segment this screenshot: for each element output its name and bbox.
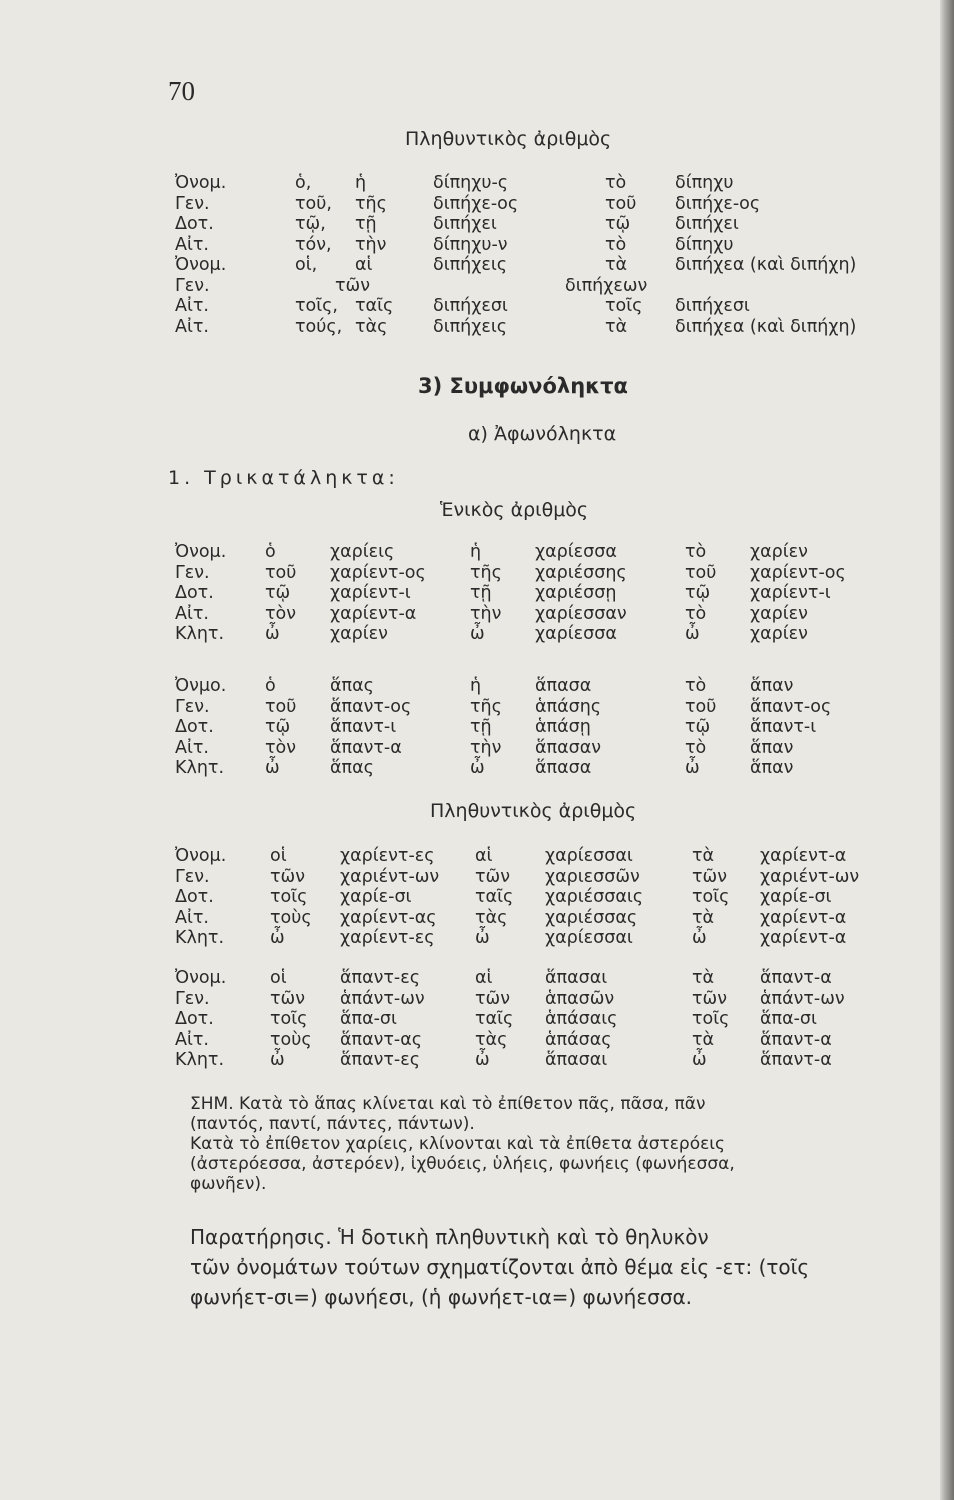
case-label: Ὀνομ. <box>175 173 227 193</box>
table-cell: διπήχε-ος <box>433 193 519 214</box>
table-cell: τὸ <box>685 737 707 758</box>
table-cell: χαρίεντ-α <box>760 907 847 928</box>
case-label: Κλητ. <box>175 758 225 778</box>
table-cell: ταῖς <box>475 887 514 907</box>
observation-line: τῶν ὀνομάτων τούτων σχηματίζονται ἀπὸ θέμα εἰς -ετ: (τοῖς <box>190 1255 810 1279</box>
table-cell: ἅπας <box>330 758 374 778</box>
table-cell: τὰ <box>692 907 715 928</box>
table-cell: ὦ <box>270 1050 285 1070</box>
table-cell: τῇ <box>470 717 492 737</box>
table1-title: Πληθυντικὸς ἀριθμὸς <box>405 128 612 150</box>
table-cell: ταῖς <box>355 296 394 316</box>
table-cell: χαρίεν <box>330 624 388 644</box>
table-cell: αἱ <box>475 846 493 866</box>
table-cell: χαριέντ-ων <box>760 866 860 887</box>
table-cell: διπήχεα (καὶ διπήχη) <box>675 255 857 275</box>
table-cell: τοὺς <box>270 907 312 928</box>
table-cell: τοῦ <box>605 193 637 214</box>
table-cell: ἅπασα <box>535 758 592 778</box>
table-cell: χαρίεντ-ι <box>750 583 831 603</box>
table-cell: ὁ <box>265 542 276 562</box>
table-cell: τὴν <box>470 603 502 624</box>
case-label: Δοτ. <box>175 717 214 737</box>
table-cell: χαριέσσαις <box>545 887 644 907</box>
table-cell: τόν, <box>295 234 332 255</box>
note-line: Κατὰ τὸ ἐπίθετον χαρίεις, κλίνονται καὶ τὰ ἐπίθετα ἀστερόεις <box>190 1134 726 1154</box>
page-number: 70 <box>168 76 195 106</box>
table-cell: οἱ <box>270 846 287 866</box>
table-cell: ὦ <box>685 624 700 644</box>
table-cell: ἁπασῶν <box>545 988 615 1009</box>
table-cell: χαρίεντ-ι <box>330 583 411 603</box>
table-cell: τὰ <box>692 968 715 988</box>
table-cell: χαρίεντ-ες <box>340 928 435 948</box>
table-cell: τὴν <box>355 234 387 255</box>
table-cell: ἅπαν <box>750 737 794 758</box>
table-cell: ἅπαντ-ες <box>340 1050 420 1070</box>
table-cell: χαρίεντ-α <box>760 928 847 948</box>
table-cell: τὸν <box>265 603 297 624</box>
table-cell: ταῖς <box>475 1009 514 1029</box>
table-cell: τοῖς <box>605 296 643 316</box>
table-cell: διπήχεσι <box>675 296 750 316</box>
item-label: 1. Τρικατάληκτα: <box>168 467 399 489</box>
table-cell: τοῖς <box>692 887 730 907</box>
table-cell: τὰς <box>355 316 388 337</box>
table-cell: ἅπαντ-α <box>760 1050 832 1070</box>
table-cell: ἡ <box>470 542 482 562</box>
table-cell: ἅπαντ-ος <box>330 696 412 717</box>
table-cell: διπήχεσι <box>433 296 508 316</box>
table-cell: τῇ <box>355 214 377 234</box>
table-cell: τῶν <box>270 988 305 1009</box>
table-cell: ὦ <box>475 928 490 948</box>
table-cell: χαρίε-σι <box>340 887 412 907</box>
observation-line: φωνήετ-σι=) φωνήεσι, (ἡ φωνήετ-ια=) φωνήεσσα. <box>190 1285 693 1309</box>
table-cell: τῷ <box>605 214 631 234</box>
table-cell: τούς, <box>295 316 343 337</box>
case-label: Ὀνομ. <box>175 968 227 988</box>
table-cell: χαρίεντ-ες <box>340 846 435 866</box>
table-cell: ὁ, <box>295 173 312 193</box>
table-cell: τῷ, <box>295 214 326 234</box>
note-line: (ἀστερόεσσα, ἀστερόεν), ἰχθυόεις, ὑλήεις, φωνήεις (φωνήεσσα, <box>190 1154 735 1174</box>
case-label: Αἰτ. <box>175 603 209 624</box>
table-cell: τὸ <box>685 603 707 624</box>
table-cell: ἅπαν <box>750 676 794 696</box>
table-cell: ὦ <box>265 758 280 778</box>
table-cell: δίπηχυ <box>675 234 734 255</box>
table-cell: τῷ <box>685 717 711 737</box>
table-cell: τὸ <box>605 173 627 193</box>
note-line: (παντός, παντί, πάντες, πάντων). <box>190 1114 475 1134</box>
section-title: 3) Συμφωνόληκτα <box>418 374 628 398</box>
table-cell: χαρίεντ-ος <box>330 562 426 583</box>
table-cell: ἁπάσαις <box>545 1009 618 1029</box>
table-cell: δίπηχυ-ς <box>433 173 509 193</box>
table-cell: ἅπαντ-ι <box>330 717 397 737</box>
table-cell: ἅπασαν <box>535 737 602 758</box>
observation-line: Παρατήρησις. Ἡ δοτικὴ πληθυντικὴ καὶ τὸ θηλυκὸν <box>190 1225 709 1249</box>
table-cell: τὸ <box>685 542 707 562</box>
table-cell: τοῦ <box>265 562 297 583</box>
table-cell: τοῖς <box>692 1009 730 1029</box>
table-cell: ἅπας <box>330 676 374 696</box>
observation-paragraph <box>190 1222 930 1312</box>
table-cell: ὦ <box>685 758 700 778</box>
table-cell: ὦ <box>270 928 285 948</box>
case-label: Αἰτ. <box>175 296 209 316</box>
table-cell: διπήχει <box>675 214 739 234</box>
table-cell: ἁπάσης <box>535 696 602 717</box>
table-cell: τῆς <box>470 696 502 717</box>
table-cell: αἱ <box>355 255 373 275</box>
table-cell: τὰς <box>475 1029 508 1050</box>
case-label: Ὀνομ. <box>175 542 227 562</box>
plural-title: Πληθυντικὸς ἀριθμὸς <box>430 800 637 822</box>
table-cell: χαριέσσας <box>545 907 638 928</box>
table-cell: ἅπασαι <box>545 1050 608 1070</box>
case-label: Γεν. <box>175 275 210 296</box>
table-cell: τῆς <box>355 193 387 214</box>
table-cell: χαρίεσσαν <box>535 603 627 624</box>
page-edge-shadow <box>940 0 954 1500</box>
table-cell: τῶν <box>692 988 727 1009</box>
table-cell: ἁπάντ-ων <box>340 988 425 1009</box>
table-cell: ὦ <box>470 758 485 778</box>
note-line: φωνῆεν). <box>190 1174 267 1194</box>
table-cell: τὰ <box>692 1029 715 1050</box>
table-cell: διπήχει <box>433 214 497 234</box>
case-label: Κλητ. <box>175 1050 225 1070</box>
table-cell: ἁπάσῃ <box>535 717 591 737</box>
table-cell: ὁ <box>265 676 276 696</box>
table-cell: τῶν <box>475 866 510 887</box>
table-cell: ἅπαντ-α <box>330 737 402 758</box>
table-cell: ἅπασαι <box>545 968 608 988</box>
table-cell: διπήχεων <box>565 275 648 296</box>
table-cell: ὦ <box>470 624 485 644</box>
note-paragraph <box>190 1094 930 1194</box>
table-cell: ἅπαντ-ας <box>340 1029 423 1050</box>
table-cell: χαρίεσσα <box>535 542 617 562</box>
table-cell: δίπηχυ-ν <box>433 234 508 255</box>
table-cell: ἡ <box>355 173 367 193</box>
case-label: Γεν. <box>175 562 210 583</box>
table-cell: χαρίεντ-α <box>760 846 847 866</box>
case-label: Κλητ. <box>175 624 225 644</box>
table-cell: χαριεσσῶν <box>545 866 640 887</box>
table-cell: χαρίεντ-ος <box>750 562 846 583</box>
table-cell: ἁπάσας <box>545 1029 612 1050</box>
table-cell: ὦ <box>475 1050 490 1070</box>
table-cell: ἡ <box>470 676 482 696</box>
table-cell: διπήχεις <box>433 316 508 337</box>
table-cell: χαρίεντ-ας <box>340 907 437 928</box>
table-cell: χαρίε-σι <box>760 887 832 907</box>
table-cell: οἱ <box>270 968 287 988</box>
case-label: Γεν. <box>175 193 210 214</box>
table-cell: τῇ <box>470 583 492 603</box>
table-cell: οἱ, <box>295 255 318 275</box>
table-cell: τοῦ <box>265 696 297 717</box>
table-cell: χαρίεσσαι <box>545 928 633 948</box>
table-cell: ὦ <box>265 624 280 644</box>
table-cell: ἁπάντ-ων <box>760 988 845 1009</box>
table-cell: τοῦ <box>685 696 717 717</box>
case-label: Γεν. <box>175 988 210 1009</box>
table-cell: τοῖς, <box>295 296 338 316</box>
table-cell: αἱ <box>475 968 493 988</box>
table-cell: χαριέσσῃ <box>535 583 617 603</box>
table-cell: διπήχεις <box>433 255 508 275</box>
table-cell: τοῦ, <box>295 193 332 214</box>
table-cell: ἅπαντ-α <box>760 1029 832 1050</box>
table-cell: χαρίεν <box>750 542 808 562</box>
table-cell: τῆς <box>470 562 502 583</box>
table-cell: χαρίεσσαι <box>545 846 633 866</box>
table-cell: τῶν <box>475 988 510 1009</box>
case-label: Γεν. <box>175 866 210 887</box>
table-cell: ὦ <box>692 1050 707 1070</box>
case-label: Ὀνομ. <box>175 846 227 866</box>
case-label: Αἰτ. <box>175 737 209 758</box>
table-cell: τῷ <box>265 717 291 737</box>
table-cell: τὴν <box>470 737 502 758</box>
table-cell: χαρίεντ-α <box>330 603 417 624</box>
table-cell: τὰ <box>605 316 628 337</box>
table-cell: ἅπαντ-ος <box>750 696 832 717</box>
case-label: Δοτ. <box>175 887 214 907</box>
table-cell: τὰς <box>475 907 508 928</box>
table-cell: τοῦ <box>685 562 717 583</box>
table-cell: τοῖς <box>270 1009 308 1029</box>
table-cell: τὰ <box>605 255 628 275</box>
case-label: Αἰτ. <box>175 234 209 255</box>
table-cell: τῶν <box>270 866 305 887</box>
subsection-title: α) Ἀφωνόληκτα <box>468 423 617 445</box>
table-cell: τῶν <box>335 275 370 296</box>
table-cell: ὦ <box>692 928 707 948</box>
table-cell: τῷ <box>265 583 291 603</box>
table-cell: ἅπαντ-ι <box>750 717 817 737</box>
table-cell: τὸ <box>605 234 627 255</box>
table-cell: χαρίεν <box>750 624 808 644</box>
table-cell: τῷ <box>685 583 711 603</box>
table-cell: ἅπαντ-α <box>760 968 832 988</box>
case-label: Αἰτ. <box>175 316 209 337</box>
case-label: Ὀνομ. <box>175 255 227 275</box>
table-cell: διπήχε-ος <box>675 193 761 214</box>
table-cell: χαριέντ-ων <box>340 866 440 887</box>
table-cell: χαρίεις <box>330 542 395 562</box>
table-cell: τῶν <box>692 866 727 887</box>
case-label: Δοτ. <box>175 583 214 603</box>
table-cell: ἅπασα <box>535 676 592 696</box>
table-cell: τοῖς <box>270 887 308 907</box>
singular-title: Ἑνικὸς ἀριθμὸς <box>440 499 589 521</box>
table-cell: ἅπα-σι <box>340 1009 397 1029</box>
note-line: ΣΗΜ. Κατὰ τὸ ἅπας κλίνεται καὶ τὸ ἐπίθετον πᾶς, πᾶσα, πᾶν <box>190 1094 706 1114</box>
case-label: Ὀνμο. <box>175 676 227 696</box>
table-cell: δίπηχυ <box>675 173 734 193</box>
table-cell: τὸν <box>265 737 297 758</box>
table-cell: τοὺς <box>270 1029 312 1050</box>
case-label: Κλητ. <box>175 928 225 948</box>
table-cell: ἅπα-σι <box>760 1009 817 1029</box>
table-cell: χαρίεσσα <box>535 624 617 644</box>
case-label: Δοτ. <box>175 1009 214 1029</box>
case-label: Αἰτ. <box>175 1029 209 1050</box>
table-cell: τὸ <box>685 676 707 696</box>
case-label: Γεν. <box>175 696 210 717</box>
table-cell: ἅπαν <box>750 758 794 778</box>
table-cell: διπήχεα (καὶ διπήχη) <box>675 316 857 337</box>
table-cell: τὰ <box>692 846 715 866</box>
table-cell: χαρίεν <box>750 603 808 624</box>
table-cell: ἅπαντ-ες <box>340 968 420 988</box>
table-cell: χαριέσσης <box>535 562 627 583</box>
case-label: Αἰτ. <box>175 907 209 928</box>
case-label: Δοτ. <box>175 214 214 234</box>
